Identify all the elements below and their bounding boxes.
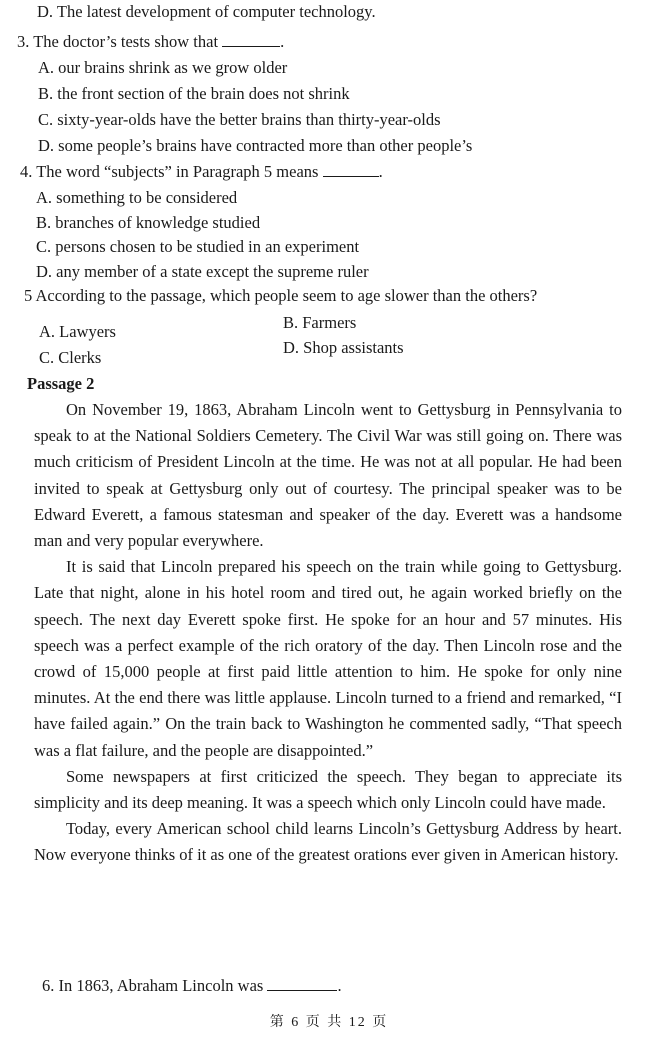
q4-stem-text: 4. The word “subjects” in Paragraph 5 means (20, 162, 319, 181)
q6-stem (42, 976, 342, 996)
q3-option-d: D. some people’s brains have contracted more than other people’s (38, 136, 473, 155)
q4-option-c: C. persons chosen to be studied in an experiment (36, 237, 360, 256)
page-footer: 第 6 页 共 12 页 (269, 1015, 389, 1030)
q3-option-b: B. the front section of the brain does not shrink (38, 84, 350, 103)
q6-stem-text: 6. In 1863, Abraham Lincoln was (42, 976, 264, 995)
q6-answer-blank (267, 976, 337, 991)
q4-option-d: D. any member of a state except the supreme ruler (36, 262, 369, 281)
passage-title: Passage 2 (27, 374, 95, 393)
q3-answer-blank (222, 32, 280, 47)
passage-paragraph-2: It is said that Lincoln prepared his speech on the train while going to Gettysburg. Late that night, alone in his hotel room and tired out, he again worked briefly on the speech. The next day Everett spoke first. He spoke for an hour and 57 minutes. His speech was a perfect example of the rich oratory of the day. Then Lincoln rose and the crowd of 15,000 people at first paid little attention to him. He spoke for only nine minutes. At the end there was little applause. Lincoln turned to a friend and remarked, “I have failed again.” On the train back to Washington he commented sadly, “That speech was a flat failure, and the people are disappointed.” (34, 557, 622, 760)
passage-paragraph-3: Some newspapers at first criticized the speech. They began to appreciate its simplicity and its deep meaning. It was a speech which only Lincoln could have made. (34, 766, 622, 813)
q2-option-d: D. The latest development of computer technology. (37, 2, 376, 21)
q3-stem (17, 32, 284, 52)
passage-paragraph-1: On November 19, 1863, Abraham Lincoln went to Gettysburg in Pennsylvania to speak to at the National Soldiers Cemetery. The Civil War was still going on. There was much criticism of President Lincoln at the time. He was not at all popular. He had been invited to speak at Gettysburg only out of courtesy. The principal speaker was to be Edward Everett, a famous statesman and speaker of the day. Everett was a handsome man and very popular everywhere. (34, 400, 622, 551)
q3-stem-end: . (280, 32, 285, 51)
passage-paragraph-4: Today, every American school child learns Lincoln’s Gettysburg Address by heart. Now everyone thinks of it as one of the greatest orations ever given in American history. (34, 819, 622, 865)
q4-option-a: A. something to be considered (36, 188, 238, 207)
q4-stem (20, 162, 383, 182)
q5-option-c: C. Clerks (39, 348, 102, 367)
q3-option-c: C. sixty-year-olds have the better brains than thirty-year-olds (38, 110, 441, 129)
q5-stem: 5 According to the passage, which people seem to age slower than the others? (24, 286, 538, 305)
q4-answer-blank (323, 162, 379, 177)
passage-body (34, 397, 622, 869)
q5-option-a: A. Lawyers (39, 322, 116, 341)
q6-stem-end: . (337, 976, 342, 995)
q5-option-d: D. Shop assistants (283, 338, 404, 357)
q4-stem-end: . (378, 162, 383, 181)
q4-option-b: B. branches of knowledge studied (36, 213, 261, 232)
q5-option-b: B. Farmers (283, 313, 357, 332)
q3-stem-text: 3. The doctor’s tests show that (17, 32, 219, 51)
q3-option-a: A. our brains shrink as we grow older (38, 58, 288, 77)
